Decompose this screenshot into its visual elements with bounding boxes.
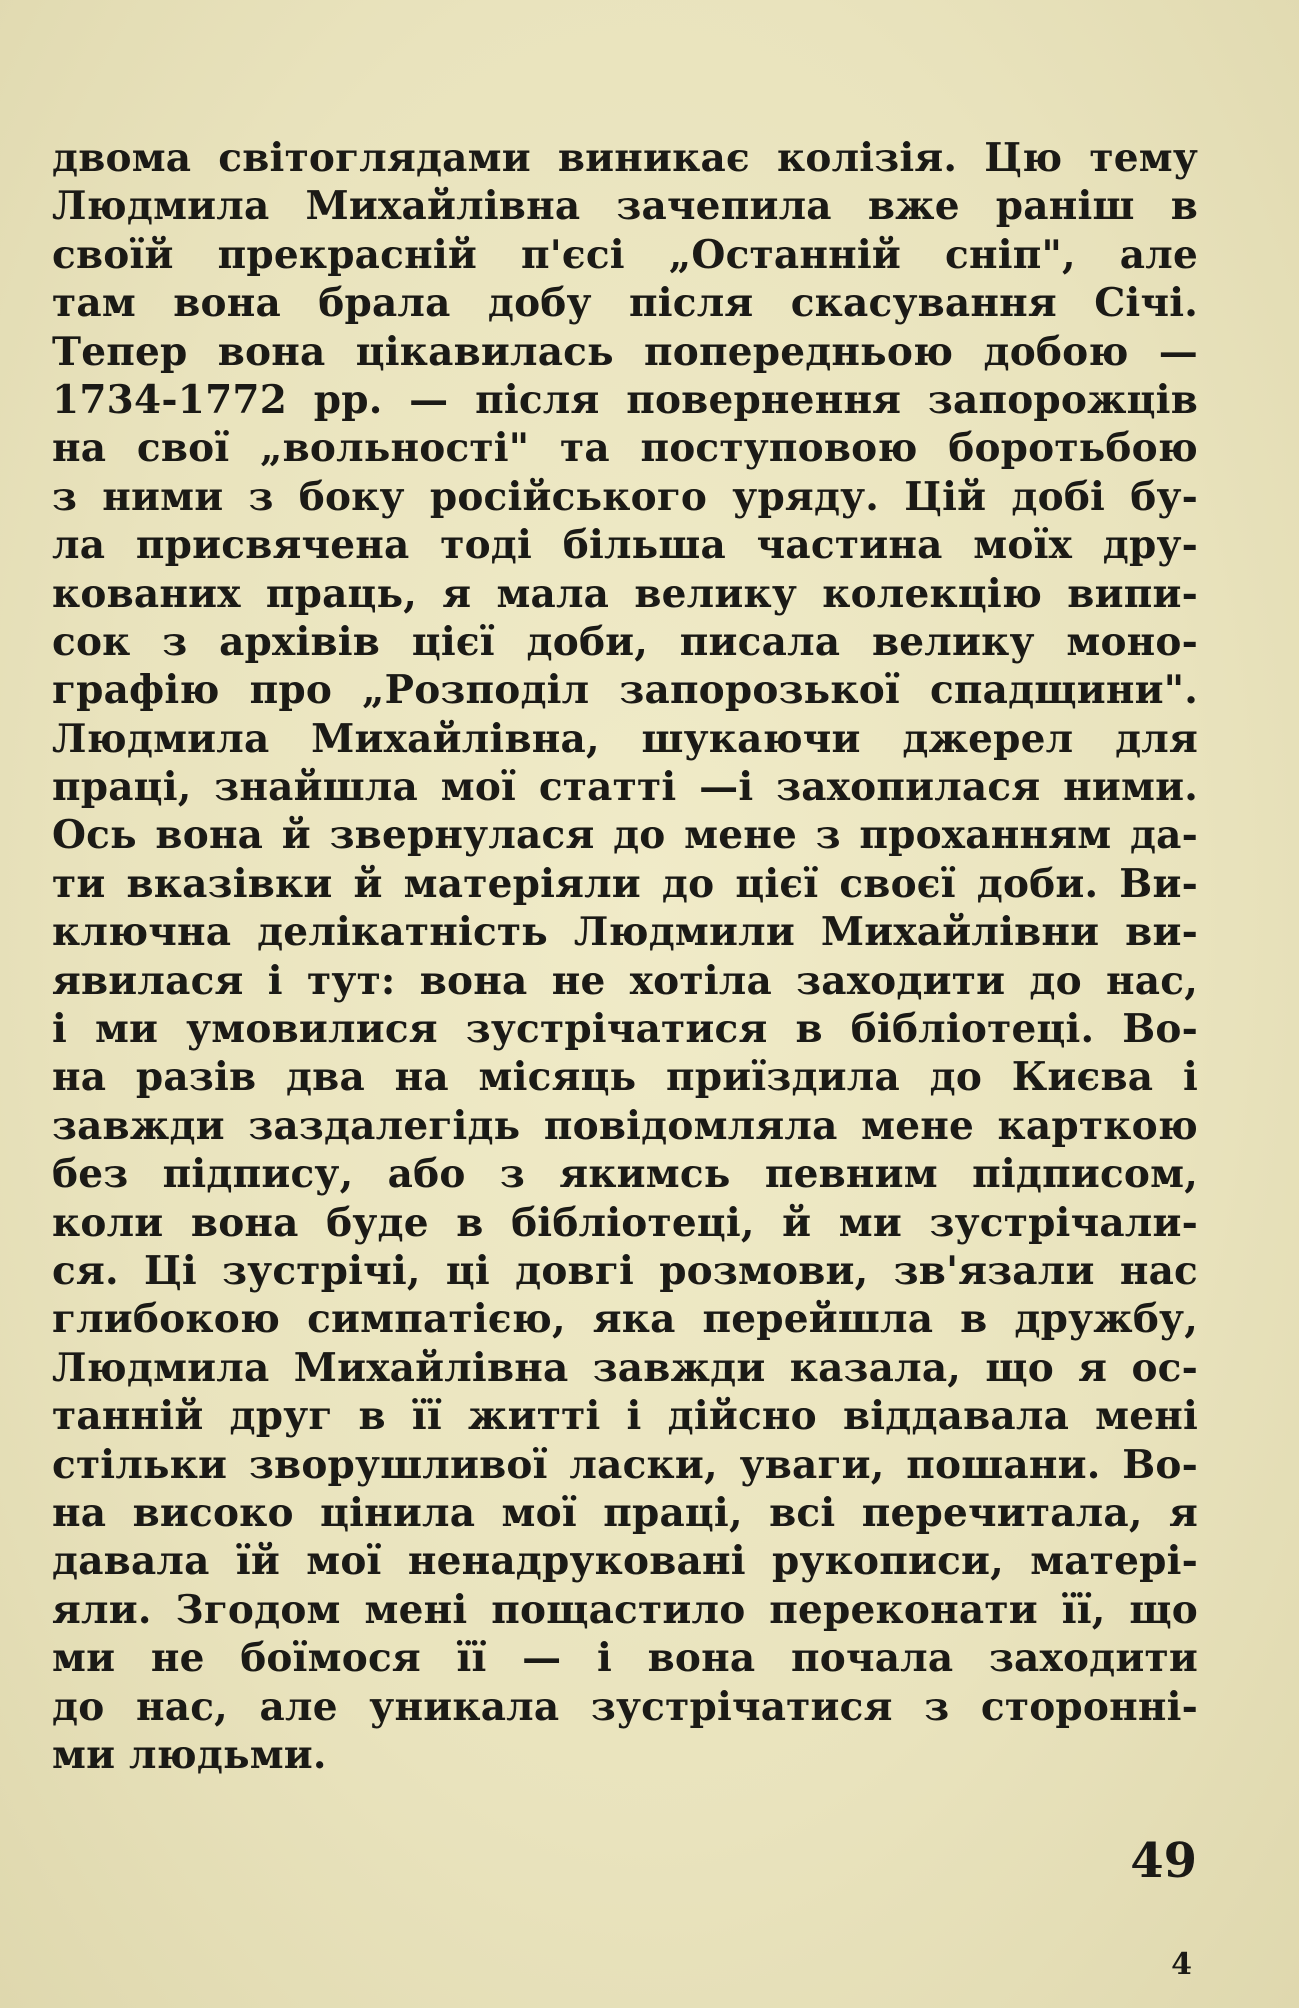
text-line: ти вказівки й матеріяли до цієї своєї доби. Ви-: [52, 860, 1198, 907]
text-line: до нас, але уникала зустрічатися з сторонні-: [52, 1683, 1198, 1730]
body-text: [52, 134, 1198, 1779]
text-line: і ми умовилися зустрічатися в бібліотеці. Во-: [52, 1006, 1198, 1053]
text-line: ла присвячена тоді більша частина моїх дру-: [52, 522, 1198, 569]
text-line: сок з архівів цієї доби, писала велику моно-: [52, 618, 1198, 665]
text-line: на разів два на місяць приїздила до Києва і: [52, 1054, 1198, 1101]
text-line: стільки зворушливої ласки, уваги, пошани. Во-: [52, 1441, 1198, 1488]
text-line: ми людьми.: [52, 1731, 327, 1778]
text-line: танній друг в її житті і дійсно віддавала мені: [52, 1393, 1198, 1440]
text-line: двома світоглядами виникає колізія. Цю тему: [52, 135, 1198, 181]
text-line: графію про „Розподіл запорозької спадщини".: [52, 667, 1198, 714]
text-line: праці, знайшла мої статті —і захопилася ними.: [52, 764, 1198, 811]
page-number: 49: [1130, 1833, 1197, 1889]
text-line: яли. Згодом мені пощастило переконати її, що: [52, 1586, 1198, 1633]
text-line: давала їй мої ненадруковані рукописи, матері-: [52, 1538, 1198, 1585]
text-line: там вона брала добу після скасування Січі.: [52, 280, 1198, 327]
text-line: ся. Ці зустрічі, ці довгі розмови, зв'язали нас: [52, 1247, 1198, 1294]
text-line: на високо цінила мої праці, всі перечитала, я: [52, 1489, 1198, 1536]
text-line: кованих праць, я мала велику колекцію випи-: [52, 570, 1198, 617]
text-line: ми не боїмося її — і вона почала заходити: [52, 1635, 1198, 1682]
text-line: 1734-1772 рр. — після повернення запорожців: [52, 376, 1198, 423]
text-line: своїй прекрасній п'єсі „Останній сніп", але: [52, 231, 1198, 278]
text-line: Людмила Михайлівна завжди казала, що я ос-: [52, 1344, 1198, 1391]
text-line: Людмила Михайлівна зачепила вже раніш в: [52, 183, 1198, 230]
text-line: Ось вона й звернулася до мене з проханням да-: [52, 812, 1198, 859]
text-line: коли вона буде в бібліотеці, й ми зустрічали-: [52, 1199, 1198, 1246]
text-line: без підпису, або з якимсь певним підписом,: [52, 1151, 1198, 1198]
signature-mark: 4: [1171, 1947, 1192, 1982]
text-line: з ними з боку російського уряду. Цій добі бу-: [52, 473, 1198, 520]
text-line: на свої „вольності" та поступовою боротьбою: [52, 425, 1198, 472]
text-line: завжди заздалегідь повідомляла мене карткою: [52, 1102, 1198, 1149]
text-line: явилася і тут: вона не хотіла заходити до нас,: [52, 957, 1198, 1004]
text-line: ключна делікатність Людмили Михайлівни ви-: [52, 909, 1198, 956]
text-line: Людмила Михайлівна, шукаючи джерел для: [52, 715, 1198, 762]
text-line: глибокою симпатією, яка перейшла в дружбу,: [52, 1296, 1198, 1343]
text-line: Тепер вона цікавилась попередньою добою —: [52, 328, 1198, 375]
